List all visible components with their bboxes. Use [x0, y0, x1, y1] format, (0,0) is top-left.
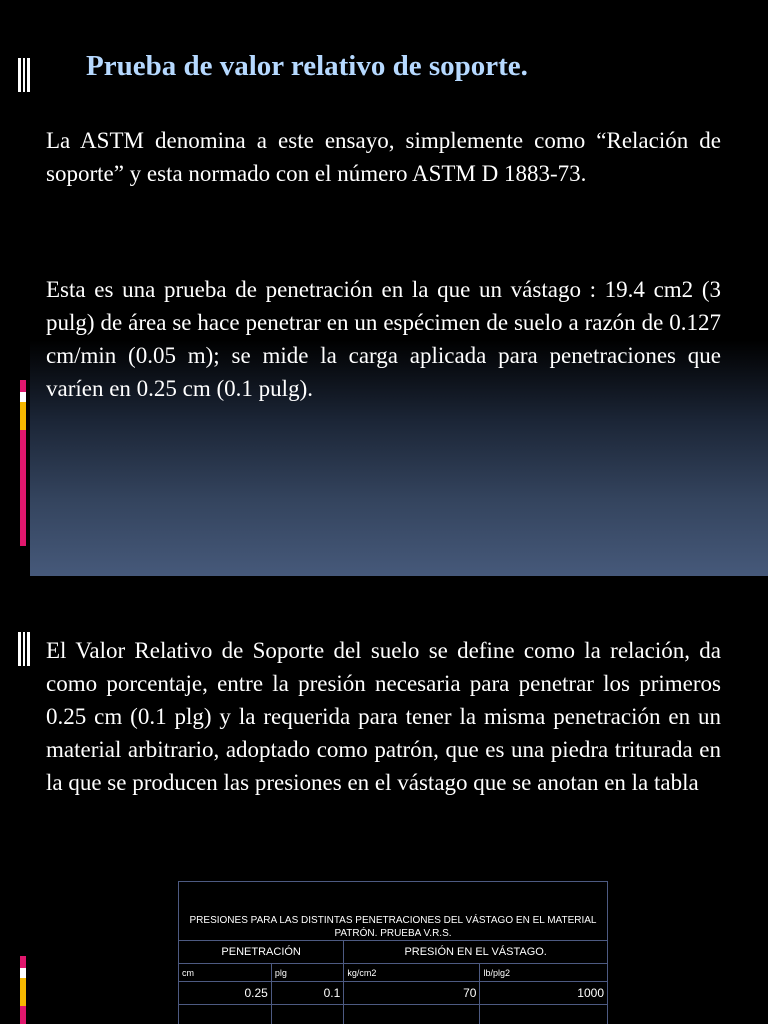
test-description-paragraph: Esta es una prueba de penetración en la que un vástago : 19.4 cm2 (3 pulg) de área se hace penetrar en un espécimen de suelo a razón de 0.127 cm/min (0.05 m); se mide la carga aplicada para penetraciones que varíen en 0.25 cm (0.1 pulg). — [46, 277, 721, 401]
corner-bars-icon — [18, 632, 30, 666]
unit-plg: plg — [271, 964, 343, 982]
slide-2 — [0, 576, 768, 1024]
penetration-header: PENETRACIÓN — [179, 941, 344, 964]
intro-paragraph: La ASTM denomina a este ensayo, simplemente como “Relación de soporte” y esta normado con el número ASTM D 1883-73. — [46, 128, 721, 186]
accent-stripe — [20, 956, 26, 1024]
slide-title: Prueba de valor relativo de soporte. — [86, 50, 528, 82]
unit-lb-plg2: lb/plg2 — [480, 964, 608, 982]
corner-bars-icon — [18, 58, 30, 92]
table-row — [179, 982, 608, 1005]
table-row — [179, 964, 608, 982]
table-cell: 0.1 — [271, 982, 343, 1005]
table-row — [179, 1005, 608, 1024]
table-cell: 0.25 — [179, 982, 272, 1005]
definition-paragraph: El Valor Relativo de Soporte del suelo se define como la relación, da como porcentaje, entre la presión necesaria para penetrar los primeros 0.25 cm (0.1 plg) y la requerida para tener la misma penetración en un material arbitrario, adoptado como patrón, que es una piedra triturada en la que se producen las presiones en el vástago que se anotan en la tabla — [46, 638, 721, 795]
table-cell: 70 — [344, 982, 480, 1005]
unit-kg-cm2: kg/cm2 — [344, 964, 480, 982]
table-cell: 1000 — [480, 982, 608, 1005]
pressure-table — [178, 881, 608, 1024]
pressure-header: PRESIÓN EN EL VÁSTAGO. — [344, 941, 608, 964]
table-row — [179, 882, 608, 941]
accent-stripe — [20, 380, 26, 546]
table-row — [179, 941, 608, 964]
table-title: PRESIONES PARA LAS DISTINTAS PENETRACIONES DEL VÁSTAGO EN EL MATERIAL PATRÓN. PRUEBA V.R.S. — [179, 882, 608, 941]
unit-cm: cm — [179, 964, 272, 982]
